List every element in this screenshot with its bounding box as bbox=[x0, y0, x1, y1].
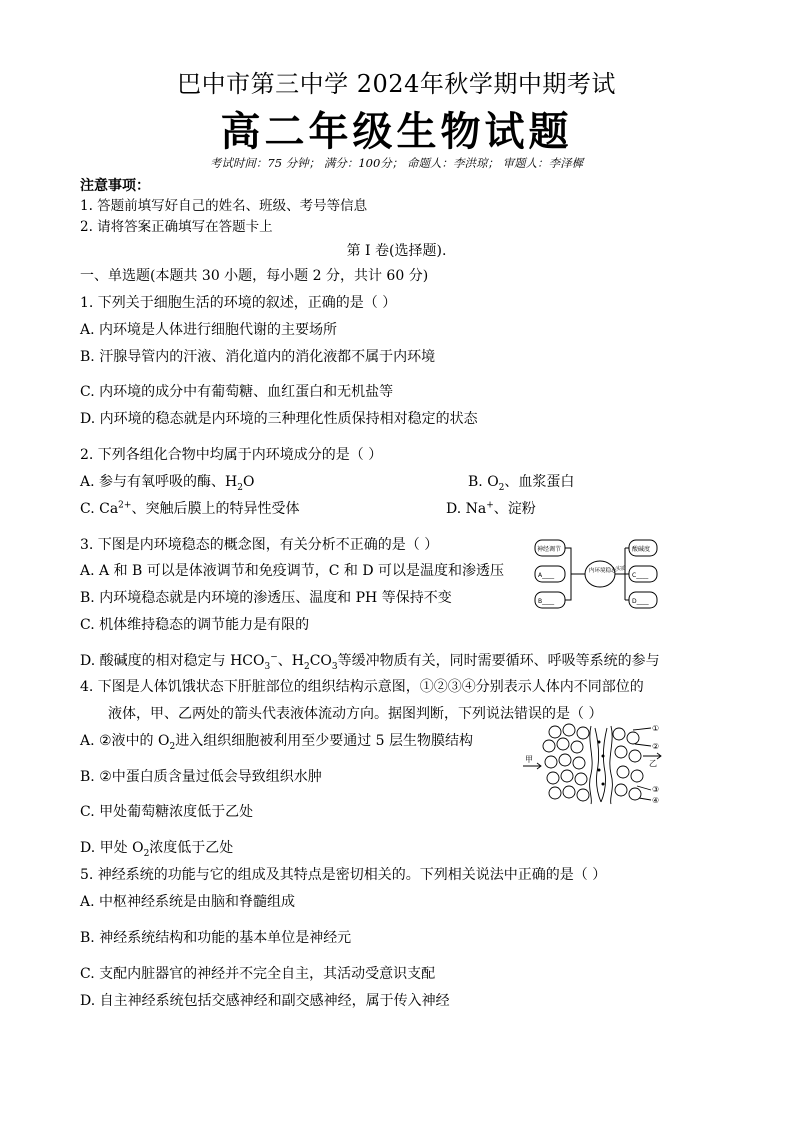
volume-title: 第 I 卷(选择题). bbox=[346, 243, 447, 259]
question-4-option-c: C. 甲处葡萄糖浓度低于乙处 bbox=[80, 804, 254, 820]
subscript: 2 bbox=[169, 741, 176, 752]
liver-tissue-diagram bbox=[523, 722, 666, 806]
text-part: 、突触后膜上的特异性受体 bbox=[131, 501, 300, 517]
superscript: + bbox=[486, 500, 494, 511]
subscript: 2 bbox=[143, 848, 150, 859]
fig3-center: 内环境稳态 bbox=[589, 568, 617, 574]
subscript: 3 bbox=[264, 661, 271, 672]
fig3-box-b: B____ bbox=[538, 598, 555, 605]
fig4-label-yi: 乙 bbox=[649, 759, 657, 768]
school-title: 巴中市第三中学 2024年秋学期中期考试 bbox=[177, 70, 616, 98]
text-part: 浓度低于乙处 bbox=[149, 840, 234, 856]
superscript: 2+ bbox=[118, 500, 132, 511]
notice-title: 注意事项： bbox=[80, 178, 150, 194]
text-part: 进入组织细胞被利用至少要通过 5 层生物膜结构 bbox=[175, 733, 474, 749]
question-2-option-b bbox=[468, 471, 574, 493]
text-part: C. Ca bbox=[80, 501, 119, 517]
fig4-marker-2: ② bbox=[652, 742, 660, 751]
question-4-option-b: B. ②中蛋白质含量过低会导致组织水肿 bbox=[80, 769, 322, 785]
question-3-stem: 3. 下图是内环境稳态的概念图，有关分析不正确的是（ ） bbox=[80, 537, 439, 553]
fig4-marker-1: ① bbox=[652, 724, 660, 733]
question-3-option-d bbox=[80, 650, 660, 672]
fig3-box-d: D____ bbox=[632, 598, 649, 605]
fig3-arrow-label: 实质 bbox=[616, 566, 627, 572]
question-2-stem: 2. 下列各组化合物中均属于内环境成分的是（ ） bbox=[80, 447, 383, 463]
question-4-stem: 4. 下图是人体饥饿状态下肝脏部位的组织结构示意图，①②③④分别表示人体内不同部位的 bbox=[80, 679, 644, 695]
question-4-option-a bbox=[80, 730, 473, 752]
text-part: 、血浆蛋白 bbox=[504, 474, 575, 490]
notice-item: 2. 请将答案正确填写在答题卡上 bbox=[80, 219, 273, 235]
question-5-stem: 5. 神经系统的功能与它的组成及其特点是密切相关的。下列相关说法中正确的是（ ） bbox=[80, 867, 607, 883]
question-2-option-a bbox=[80, 471, 254, 493]
question-1-stem: 1. 下列关于细胞生活的环境的叙述，正确的是（ ） bbox=[80, 295, 397, 311]
question-5-option-a: A. 中枢神经系统是由脑和脊髓组成 bbox=[80, 894, 296, 910]
text-part: B. O bbox=[468, 474, 499, 490]
fig3-box-left: 神经调节 bbox=[537, 546, 562, 553]
text-part: 等缓冲物质有关，同时需要循环、呼吸等系统的参与 bbox=[337, 653, 660, 669]
text-part: D. 酸碱度的相对稳定与 HCO bbox=[80, 653, 265, 669]
question-5-option-c: C. 支配内脏器官的神经并不完全自主，其活动受意识支配 bbox=[80, 966, 436, 982]
text-part: 、淀粉 bbox=[493, 501, 536, 517]
section-title: 一、单选题(本题共 30 小题，每小题 2 分，共计 60 分) bbox=[80, 268, 429, 284]
text-part: A. ②液中的 O bbox=[80, 733, 170, 749]
subscript: 2 bbox=[498, 482, 505, 493]
fig4-marker-3: ③ bbox=[652, 785, 660, 794]
question-3-option-c: C. 机体维持稳态的调节能力是有限的 bbox=[80, 617, 310, 633]
subscript: 2 bbox=[237, 482, 243, 493]
question-5-option-b: B. 神经系统结构和功能的基本单位是神经元 bbox=[80, 930, 352, 946]
question-3-option-b: B. 内环境稳态就是内环境的渗透压、温度和 PH 等保持不变 bbox=[80, 590, 452, 606]
fig4-marker-4: ④ bbox=[652, 796, 660, 805]
fig4-label-jia: 甲 bbox=[525, 755, 533, 764]
fig3-box-right: 酸碱度 bbox=[632, 546, 651, 553]
question-5-option-d: D. 自主神经系统包括交感神经和副交感神经，属于传入神经 bbox=[80, 993, 450, 1009]
subscript: 3 bbox=[331, 661, 338, 672]
fig3-box-a: A____ bbox=[538, 572, 555, 579]
question-4-stem-continued: 液体，甲、乙两处的箭头代表液体流动方向。据图判断，下列说法错误的是（ ） bbox=[108, 706, 603, 722]
question-4-option-d bbox=[80, 837, 233, 859]
text-part: O bbox=[242, 474, 255, 490]
superscript: − bbox=[270, 652, 278, 663]
question-1-option-a: A. 内环境是人体进行细胞代谢的主要场所 bbox=[80, 322, 338, 338]
notice-item: 1. 答题前填写好自己的姓名、班级、考号等信息 bbox=[80, 198, 368, 214]
text-part: D. 甲处 O bbox=[80, 840, 144, 856]
text-part: 、H bbox=[277, 653, 304, 669]
question-1-option-d: D. 内环境的稳态就是内环境的三种理化性质保持相对稳定的状态 bbox=[80, 411, 478, 427]
question-2-option-d bbox=[446, 498, 536, 518]
subscript: 2 bbox=[303, 661, 310, 672]
question-1-option-b: B. 汗腺导管内的汗液、消化道内的消化液都不属于内环境 bbox=[80, 349, 436, 365]
homeostasis-concept-map bbox=[533, 537, 659, 615]
fig3-box-c: C____ bbox=[632, 572, 649, 579]
text-part: A. 参与有氧呼吸的酶、H bbox=[80, 474, 238, 490]
exam-info: 考试时间：75 分钟； 满分：100分； 命题人：李洪琼； 审题人：李泽樨 bbox=[209, 156, 584, 170]
text-part: D. Na bbox=[446, 501, 487, 517]
question-2-option-c bbox=[80, 498, 299, 518]
question-1-option-c: C. 内环境的成分中有葡萄糖、血红蛋白和无机盐等 bbox=[80, 384, 394, 400]
question-3-option-a: A. A 和 B 可以是体液调节和免疫调节，C 和 D 可以是温度和渗透压 bbox=[80, 563, 505, 579]
text-part: CO bbox=[309, 653, 332, 669]
exam-title: 高二年级生物试题 bbox=[220, 108, 573, 155]
